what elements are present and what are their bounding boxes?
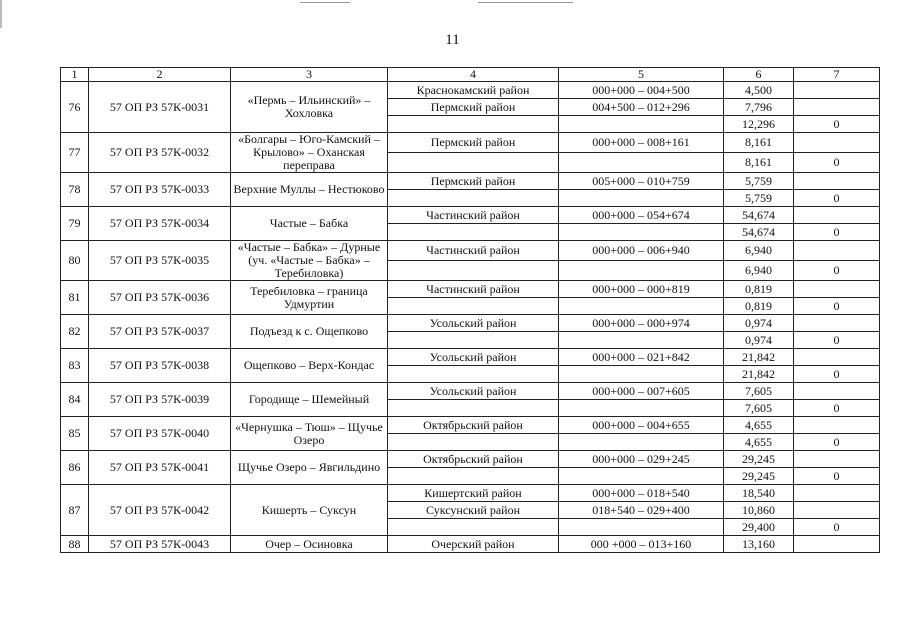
table-row — [61, 417, 880, 434]
road-code-cell: 57 ОП РЗ 57К-0032 — [89, 133, 231, 173]
road-name-cell: Подъезд к с. Ощепково — [231, 315, 388, 349]
column-header-6: 6 — [724, 68, 794, 82]
length-cell: 7,796 — [724, 99, 794, 116]
district-cell — [388, 332, 559, 349]
length-cell: 21,842 — [724, 366, 794, 383]
row-number-cell: 81 — [61, 281, 89, 315]
table-row — [61, 82, 880, 99]
district-cell — [388, 224, 559, 241]
km-range-cell: 000+000 – 004+500 — [559, 82, 724, 99]
km-range-cell: 000+000 – 004+655 — [559, 417, 724, 434]
column-header-2: 2 — [89, 68, 231, 82]
road-code-cell: 57 ОП РЗ 57К-0040 — [89, 417, 231, 451]
column7-cell — [794, 349, 880, 366]
table-row — [61, 349, 880, 366]
column-header-7: 7 — [794, 68, 880, 82]
column7-cell: 0 — [794, 190, 880, 207]
length-cell: 0,974 — [724, 315, 794, 332]
district-cell: Октябрьский район — [388, 451, 559, 468]
district-cell: Усольский район — [388, 383, 559, 400]
column7-cell — [794, 536, 880, 553]
km-range-cell: 018+540 – 029+400 — [559, 502, 724, 519]
column-header-3: 3 — [231, 68, 388, 82]
km-range-cell: 000+000 – 006+940 — [559, 241, 724, 261]
column7-cell — [794, 485, 880, 502]
district-cell: Пермский район — [388, 99, 559, 116]
length-cell: 7,605 — [724, 383, 794, 400]
column7-cell — [794, 451, 880, 468]
length-cell: 4,655 — [724, 434, 794, 451]
road-code-cell: 57 ОП РЗ 57К-0041 — [89, 451, 231, 485]
km-range-cell — [559, 366, 724, 383]
km-range-cell: 000+000 – 000+819 — [559, 281, 724, 298]
road-name-cell: Верхние Муллы – Нестюково — [231, 173, 388, 207]
column7-cell: 0 — [794, 468, 880, 485]
length-cell: 4,655 — [724, 417, 794, 434]
length-cell: 8,161 — [724, 133, 794, 153]
row-number-cell: 77 — [61, 133, 89, 173]
district-cell: Частинский район — [388, 207, 559, 224]
km-range-cell: 000+000 – 007+605 — [559, 383, 724, 400]
district-cell: Пермский район — [388, 173, 559, 190]
length-cell: 13,160 — [724, 536, 794, 553]
row-number-cell: 85 — [61, 417, 89, 451]
km-range-cell: 005+000 – 010+759 — [559, 173, 724, 190]
road-name-cell: «Частые – Бабка» – Дурные (уч. «Частые – Бабка» – Теребиловка) — [231, 241, 388, 281]
road-name-cell: Городище – Шемейный — [231, 383, 388, 417]
column7-cell — [794, 207, 880, 224]
km-range-cell: 000+000 – 021+842 — [559, 349, 724, 366]
column7-cell: 0 — [794, 261, 880, 281]
column7-cell — [794, 82, 880, 99]
km-range-cell — [559, 116, 724, 133]
km-range-cell — [559, 153, 724, 173]
road-code-cell: 57 ОП РЗ 57К-0043 — [89, 536, 231, 553]
length-cell: 0,974 — [724, 332, 794, 349]
column7-cell — [794, 173, 880, 190]
page-number: 11 — [445, 32, 460, 48]
table-row — [61, 173, 880, 190]
row-number-cell: 82 — [61, 315, 89, 349]
row-number-cell: 78 — [61, 173, 89, 207]
km-range-cell — [559, 332, 724, 349]
road-name-cell: «Пермь – Ильинский» – Хохловка — [231, 82, 388, 133]
length-cell: 6,940 — [724, 241, 794, 261]
column7-cell — [794, 99, 880, 116]
km-range-cell: 000+000 – 000+974 — [559, 315, 724, 332]
length-cell: 12,296 — [724, 116, 794, 133]
column-header-5: 5 — [559, 68, 724, 82]
road-code-cell: 57 ОП РЗ 57К-0037 — [89, 315, 231, 349]
district-cell: Суксунский район — [388, 502, 559, 519]
km-range-cell — [559, 519, 724, 536]
row-number-cell: 88 — [61, 536, 89, 553]
district-cell — [388, 434, 559, 451]
road-name-cell: Очер – Осиновка — [231, 536, 388, 553]
length-cell: 21,842 — [724, 349, 794, 366]
road-code-cell: 57 ОП РЗ 57К-0033 — [89, 173, 231, 207]
row-number-cell: 80 — [61, 241, 89, 281]
road-code-cell: 57 ОП РЗ 57К-0036 — [89, 281, 231, 315]
km-range-cell: 000+000 – 008+161 — [559, 133, 724, 153]
road-code-cell: 57 ОП РЗ 57К-0039 — [89, 383, 231, 417]
length-cell: 18,540 — [724, 485, 794, 502]
length-cell: 5,759 — [724, 190, 794, 207]
row-number-cell: 84 — [61, 383, 89, 417]
km-range-cell — [559, 468, 724, 485]
road-code-cell: 57 ОП РЗ 57К-0031 — [89, 82, 231, 133]
column7-cell — [794, 417, 880, 434]
road-code-cell: 57 ОП РЗ 57К-0034 — [89, 207, 231, 241]
row-number-cell: 87 — [61, 485, 89, 536]
column7-cell: 0 — [794, 366, 880, 383]
length-cell: 7,605 — [724, 400, 794, 417]
road-code-cell: 57 ОП РЗ 57К-0038 — [89, 349, 231, 383]
district-cell: Усольский район — [388, 315, 559, 332]
km-range-cell — [559, 400, 724, 417]
district-cell: Октябрьский район — [388, 417, 559, 434]
road-name-cell: «Болгары – Юго-Камский – Крылово» – Оханская переправа — [231, 133, 388, 173]
road-code-cell: 57 ОП РЗ 57К-0035 — [89, 241, 231, 281]
km-range-cell — [559, 190, 724, 207]
length-cell: 8,161 — [724, 153, 794, 173]
column7-cell: 0 — [794, 519, 880, 536]
length-cell: 54,674 — [724, 224, 794, 241]
district-cell — [388, 116, 559, 133]
column7-cell: 0 — [794, 332, 880, 349]
road-name-cell: Теребиловка – граница Удмуртии — [231, 281, 388, 315]
km-range-cell — [559, 434, 724, 451]
road-name-cell: Кишерть – Суксун — [231, 485, 388, 536]
district-cell: Пермский район — [388, 133, 559, 153]
length-cell: 29,245 — [724, 451, 794, 468]
km-range-cell: 000+000 – 029+245 — [559, 451, 724, 468]
road-name-cell: Ощепково – Верх-Кондас — [231, 349, 388, 383]
road-name-cell: Частые – Бабка — [231, 207, 388, 241]
km-range-cell — [559, 261, 724, 281]
district-cell — [388, 519, 559, 536]
length-cell: 29,400 — [724, 519, 794, 536]
top-rule-right — [478, 2, 573, 3]
km-range-cell: 000+000 – 018+540 — [559, 485, 724, 502]
road-code-cell: 57 ОП РЗ 57К-0042 — [89, 485, 231, 536]
table-row — [61, 451, 880, 468]
district-cell: Частинский район — [388, 241, 559, 261]
km-range-cell — [559, 224, 724, 241]
table-row — [61, 133, 880, 153]
column-header-1: 1 — [61, 68, 89, 82]
column7-cell: 0 — [794, 434, 880, 451]
column7-cell: 0 — [794, 153, 880, 173]
district-cell — [388, 153, 559, 173]
district-cell — [388, 366, 559, 383]
column7-cell: 0 — [794, 224, 880, 241]
road-name-cell: «Чернушка – Тюш» – Щучье Озеро — [231, 417, 388, 451]
district-cell — [388, 190, 559, 207]
table-row — [61, 485, 880, 502]
district-cell — [388, 468, 559, 485]
top-rule-left — [300, 2, 350, 3]
table-row — [61, 281, 880, 298]
table-row — [61, 241, 880, 261]
row-number-cell: 86 — [61, 451, 89, 485]
column7-cell — [794, 383, 880, 400]
length-cell: 6,940 — [724, 261, 794, 281]
column-header-4: 4 — [388, 68, 559, 82]
table-row — [61, 315, 880, 332]
length-cell: 29,245 — [724, 468, 794, 485]
km-range-cell: 000 +000 – 013+160 — [559, 536, 724, 553]
district-cell — [388, 298, 559, 315]
column7-cell — [794, 315, 880, 332]
row-number-cell: 79 — [61, 207, 89, 241]
length-cell: 4,500 — [724, 82, 794, 99]
row-number-cell: 83 — [61, 349, 89, 383]
km-range-cell: 004+500 – 012+296 — [559, 99, 724, 116]
length-cell: 10,860 — [724, 502, 794, 519]
district-cell: Кишертский район — [388, 485, 559, 502]
column7-cell — [794, 502, 880, 519]
district-cell — [388, 261, 559, 281]
district-cell: Усольский район — [388, 349, 559, 366]
column7-cell: 0 — [794, 400, 880, 417]
table-row — [61, 207, 880, 224]
length-cell: 5,759 — [724, 173, 794, 190]
table-header-row — [61, 68, 880, 82]
length-cell: 54,674 — [724, 207, 794, 224]
length-cell: 0,819 — [724, 298, 794, 315]
district-cell: Очерский район — [388, 536, 559, 553]
column7-cell — [794, 133, 880, 153]
column7-cell — [794, 241, 880, 261]
table-row — [61, 383, 880, 400]
district-cell: Частинский район — [388, 281, 559, 298]
column7-cell: 0 — [794, 298, 880, 315]
km-range-cell — [559, 298, 724, 315]
column7-cell: 0 — [794, 116, 880, 133]
table-row — [61, 536, 880, 553]
road-name-cell: Щучье Озеро – Явгильдино — [231, 451, 388, 485]
km-range-cell: 000+000 – 054+674 — [559, 207, 724, 224]
district-cell — [388, 400, 559, 417]
column7-cell — [794, 281, 880, 298]
length-cell: 0,819 — [724, 281, 794, 298]
roads-table — [60, 67, 880, 553]
district-cell: Краснокамский район — [388, 82, 559, 99]
scan-edge-mark — [0, 0, 2, 28]
row-number-cell: 76 — [61, 82, 89, 133]
